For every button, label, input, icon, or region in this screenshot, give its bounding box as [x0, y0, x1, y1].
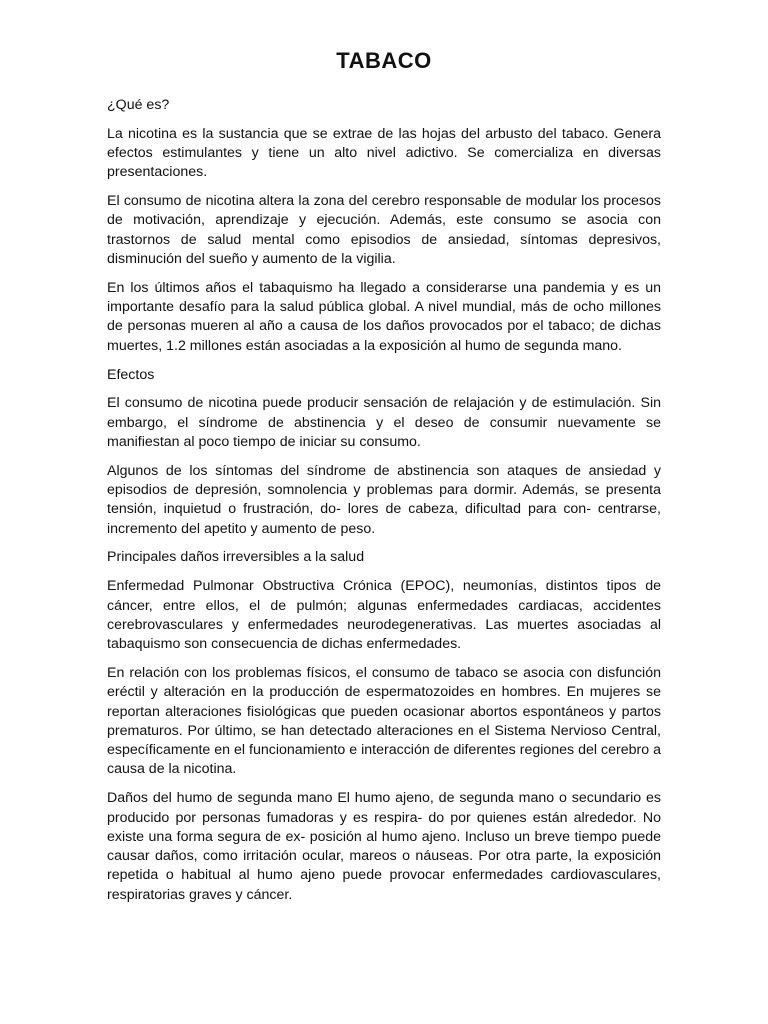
section-heading-efectos: Efectos — [107, 366, 155, 383]
document-title: TABACO — [336, 48, 432, 73]
paragraph-nicotine-effects: El consumo de nicotina puede producir sensación de relajación y de estimulación. Sin embargo, el síndrome de abstinencia y el deseo de consumir nuevamente se manifiestan al poco tiempo de iniciar su consumo. — [107, 395, 661, 450]
paragraph-diseases: Enfermedad Pulmonar Obstructiva Crónica (EPOC), neumonías, distintos tipos de cáncer, entre ellos, el de pulmón; algunas enfermedades cardiacas, accidentes cerebrovasculares y enfermedades neurodegenerativas. Las muertes asociadas al tabaquismo son consecuencia de dichas enfermedades. — [107, 578, 661, 653]
paragraph-pandemic: En los últimos años el tabaquismo ha llegado a considerarse una pandemia y es un importante desafío para la salud pública global. A nivel mundial, más de ocho millones de personas mueren al año a causa de los daños provocados por el tabaco; de dichas muertes, 1.2 millones están asociadas a la exposición al humo de segunda mano. — [107, 279, 661, 354]
paragraph-withdrawal-symptoms: Algunos de los síntomas del síndrome de abstinencia son ataques de ansiedad y episodios de depresión, somnolencia y problemas para dormir. Además, se presenta tensión, inquietud o frustración, do- lores de cabeza, dificultad para con- centrarse, incremento del apetito y aumento de peso. — [107, 462, 661, 537]
section-heading-que-es: ¿Qué es? — [107, 97, 170, 113]
paragraph-brain-effects: El consumo de nicotina altera la zona del cerebro responsable de modular los procesos de motivación, aprendizaje y ejecución. Además, este consumo se asocia con trastornos de salud mental como episodios de ansiedad, síntomas depresivos, disminución del sueño y aumento de la vigilia. — [107, 193, 661, 268]
section-heading-danos: Principales daños irreversibles a la salud — [107, 549, 365, 566]
paragraph-secondhand-smoke: Daños del humo de segunda mano El humo ajeno, de segunda mano o secundario es producido por personas fumadoras y es respira- do por quienes están alrededor. No existe una forma segura de ex- posición al humo ajeno. Incluso un breve tiempo puede causar daños, como irritación ocular, mareos o náuseas. Por otra parte, la exposición repetida o habitual al humo ajeno puede provocar enfermedades cardiovasculares, respiratorias graves y cáncer. — [107, 790, 661, 903]
paragraph-physical-problems: En relación con los problemas físicos, el consumo de tabaco se asocia con disfunción eréctil y alteración en la producción de espermatozoides en hombres. En mujeres se reportan alteraciones fisiológicas que pueden ocasionar abortos espontáneos y partos prematuros. Por último, se han detectado alteraciones en el Sistema Nervioso Central, específicamente en el funcionamiento e interacción de diferentes regiones del cerebro a causa de la nicotina. — [107, 664, 661, 778]
document-page — [107, 46, 661, 914]
paragraph-definition: La nicotina es la sustancia que se extrae de las hojas del arbusto del tabaco. Genera efectos estimulantes y tiene un alto nivel adictivo. Se comercializa en diversas presentaciones. — [107, 125, 661, 181]
